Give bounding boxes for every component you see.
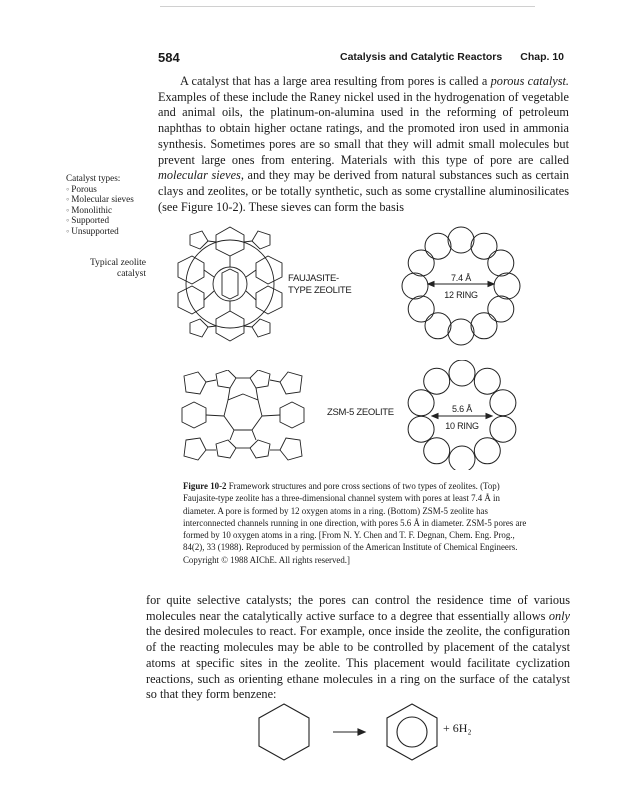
- faujasite-label: FAUJASITE-TYPE ZEOLITE: [288, 273, 352, 296]
- running-header: [340, 51, 564, 63]
- paragraph-1: [158, 74, 569, 215]
- reaction-byproduct: + 6H₂: [443, 721, 472, 735]
- paragraph-2: [146, 593, 570, 703]
- p1-text-2: Examples of these include the Raney nickel used in the hydrogenation of vegetable and animal oils, the platinum-on-alumina used in the reforming of petroleum naphthas to obtain higher octane ratings, and the promoted iron used in ammonia synthesis. Sometimes pores are so small that they will admit small molecules but prevent large ones from entering. Materials with this type of pore are called: [158, 89, 569, 167]
- p1-text-1: A catalyst that has a large area resulting from pores is called a: [180, 74, 491, 88]
- p1-text-3: and they may be derived from natural substances such as certain clays and zeolites, or be totally synthetic, such as some crystalline aluminosilicates (see Figure 10-2). These sieves can form the basis: [158, 168, 569, 214]
- figure-caption-label: Figure 10-2: [183, 481, 227, 491]
- margin-note-item: ◦ Monolithic: [66, 204, 113, 215]
- ten-ring-name: 10 RING: [445, 421, 479, 431]
- p2-text-2: the desired molecules to react. For example, once inside the zeolite, the configuration of the reacting molecules may be able to be controlled by placement of the catalyst atoms at specific sites in the zeolite. This placement would facilitate cyclization reactions, such as orienting ethane molecules in a ring on the surface of the catalyst so that they form benzene:: [146, 624, 570, 702]
- ten-ring-drawing: [406, 360, 518, 470]
- twelve-ring-name: 12 RING: [444, 290, 478, 300]
- page-top-rule: [160, 6, 535, 7]
- margin-note-item: ◦ Porous: [66, 183, 97, 194]
- margin-notes: [66, 173, 150, 237]
- chapter-label: Chap. 10: [520, 51, 565, 63]
- margin-note-typical: Typical zeolite catalyst: [89, 258, 146, 279]
- ten-ring-size: 5.6 Å: [451, 404, 472, 414]
- p2-italic-only: only: [548, 608, 570, 623]
- cyclization-reaction-drawing: [255, 698, 455, 770]
- p1-italic-molecular-sieves: molecular sieves,: [158, 168, 244, 183]
- figure-caption-text: Framework structures and pore cross sections of two types of zeolites. (Top) Faujasite-type zeolite has a three-dimensional channel system with pores at least 7.4 Å in diameter. A pore is formed by 12 oxygen atoms in a ring. (Bottom) ZSM-5 zeolite has interconnected channels running in one direction, with pores 5.6 Å in diameter. ZSM-5 pores are formed by 10 oxygen atoms in a ring. [From N. Y. Chen and T. F. Degnan, Chem. Eng. Prog., 84(2), 33 (1988). Reproduced by permission of the American Institute of Chemical Engineers. Copyright © 1988 AIChE. All rights reserved.]: [183, 481, 527, 565]
- benzene-ring: [387, 704, 437, 760]
- p2-text-1: for quite selective catalysts; the pores can control the residence time of various molecules near the catalytically active surface to a degree that essentially allows: [146, 593, 570, 623]
- faujasite-framework-drawing: [170, 225, 290, 343]
- zsm5-label: ZSM-5 ZEOLITE: [327, 407, 394, 418]
- twelve-ring-size: 7.4 Å: [450, 273, 471, 283]
- zsm5-framework-drawing: [176, 370, 310, 462]
- page-number: 584: [158, 50, 180, 65]
- margin-note-item: ◦ Unsupported: [66, 225, 119, 236]
- p1-italic-porous-catalyst: porous catalyst.: [490, 74, 569, 88]
- margin-note-item: ◦ Molecular sieves: [66, 194, 134, 205]
- benzene-aromatic-circle: [397, 717, 427, 747]
- hexane-ring: [259, 704, 309, 760]
- twelve-ring-drawing: [398, 225, 524, 347]
- margin-notes-title: Catalyst types:: [66, 173, 121, 183]
- margin-note-item: ◦ Supported: [66, 215, 110, 226]
- running-title: Catalysis and Catalytic Reactors: [340, 51, 503, 63]
- figure-caption: [183, 480, 529, 566]
